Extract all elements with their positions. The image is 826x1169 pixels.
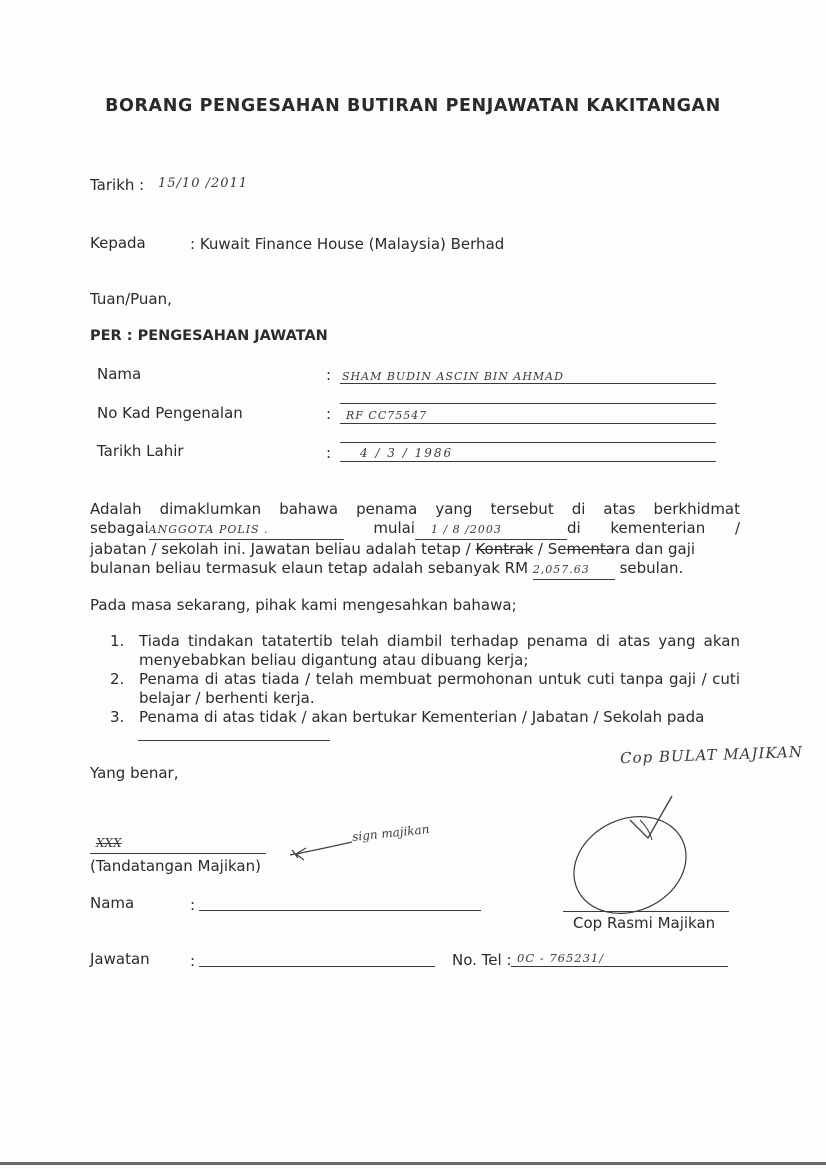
employer-name-colon: : — [190, 896, 196, 914]
ic-underline — [340, 423, 716, 424]
recipient-label: Kepada — [90, 234, 146, 252]
ic-value: RF CC75547 — [346, 409, 428, 422]
para-line-4b: sebulan. — [614, 559, 684, 577]
dob-underline — [340, 461, 716, 462]
name-underline-2 — [340, 403, 716, 404]
name-value: SHAM BUDIN ASCIN BIN AHMAD — [342, 370, 564, 383]
position-colon: : — [190, 952, 196, 970]
para-line-4a: bulanan beliau termasuk elaun tetap adalah sebanyak RM — [90, 559, 533, 577]
signature-line — [90, 853, 266, 854]
signature-label: (Tandatangan Majikan) — [90, 857, 261, 875]
date-label: Tarikh : — [90, 176, 145, 194]
signature-mark: XXX — [96, 836, 122, 850]
list-item — [110, 632, 740, 670]
confirmation-list — [110, 632, 740, 727]
date-value: 15/10 /2011 — [158, 176, 249, 191]
stamp-note: Cop BULAT MAJIKAN — [619, 742, 804, 768]
list-item-text: Penama di atas tiada / telah membuat permohonan untuk cuti tanpa gaji / cuti belajar / berhenti kerja. — [139, 670, 740, 707]
closing: Yang benar, — [90, 764, 179, 782]
employer-name-label: Nama — [90, 894, 135, 912]
position-line — [199, 966, 435, 967]
subject-line: PER : PENGESAHAN JAWATAN — [90, 328, 328, 344]
para-line-1: Adalah dimaklumkan bahawa penama yang tersebut di atas berkhidmat — [90, 500, 740, 518]
list-item-number: 3. — [110, 708, 125, 726]
list-item — [110, 708, 740, 727]
para-mulai: mulai — [373, 519, 415, 537]
para-slash: / — [734, 519, 740, 537]
phone-value: 0C - 765231/ — [517, 951, 605, 965]
name-label: Nama — [97, 365, 142, 383]
stamp-line — [563, 911, 729, 912]
start-date-blank — [415, 519, 567, 540]
para-line-3b: / Se — [533, 540, 567, 558]
list-item-number: 2. — [110, 670, 125, 688]
scan-edge — [0, 1162, 826, 1165]
position-blank — [149, 519, 344, 540]
salary-blank — [533, 559, 615, 580]
para-kementerian: kementerian — [610, 519, 706, 537]
para-line-2 — [90, 519, 740, 540]
phone-label: No. Tel : — [452, 951, 512, 969]
para-line-3 — [90, 540, 740, 559]
ic-underline-2 — [340, 442, 716, 443]
para-sebagai: sebagai — [90, 519, 149, 537]
form-title: BORANG PENGESAHAN BUTIRAN PENJAWATAN KAKITANGAN — [105, 96, 721, 116]
list-item-text: Tiada tindakan tatatertib telah diambil terhadap penama di atas yang akan menyebabkan beliau digantung atau dibuang kerja; — [139, 632, 740, 669]
ic-label: No Kad Pengenalan — [97, 404, 243, 422]
salutation: Tuan/Puan, — [90, 290, 172, 308]
stamp-label: Cop Rasmi Majikan — [573, 914, 716, 932]
para-line-3a: jabatan / sekolah ini. Jawatan beliau adalah tetap / — [90, 540, 476, 558]
recipient-value: : Kuwait Finance House (Malaysia) Berhad — [190, 235, 505, 253]
dob-value: 4 / 3 / 1986 — [360, 446, 454, 460]
sign-note: sign majikan — [351, 821, 430, 845]
struck-kontrak: Kontrak — [475, 540, 534, 558]
stamp-circle-icon — [560, 790, 700, 920]
phone-line — [511, 966, 728, 967]
transfer-date-blank — [138, 740, 330, 741]
list-item-text: Penama di atas tidak / akan bertukar Kementerian / Jabatan / Sekolah pada — [139, 708, 705, 726]
para-line-3c: ra dan gaji — [614, 540, 696, 558]
salary-value: 2,057.63 — [532, 563, 590, 576]
list-item-number: 1. — [110, 632, 125, 650]
position-value: ANGGOTA POLIS . — [148, 523, 269, 536]
name-underline — [340, 383, 716, 384]
dob-colon: : — [326, 444, 332, 462]
list-item — [110, 670, 740, 708]
employer-name-line — [199, 910, 481, 911]
arrow-icon — [280, 836, 360, 866]
ic-colon: : — [326, 405, 332, 423]
name-colon: : — [326, 366, 332, 384]
para-line-4 — [90, 559, 740, 580]
employment-paragraph — [90, 500, 740, 580]
para-di: di — [566, 519, 581, 537]
start-date-value: 1 / 8 /2003 — [430, 523, 502, 536]
dob-label: Tarikh Lahir — [97, 442, 184, 460]
position-label: Jawatan — [90, 950, 150, 968]
confirm-intro: Pada masa sekarang, pihak kami mengesahkan bahawa; — [90, 596, 517, 614]
struck-sementara: menta — [566, 540, 615, 558]
